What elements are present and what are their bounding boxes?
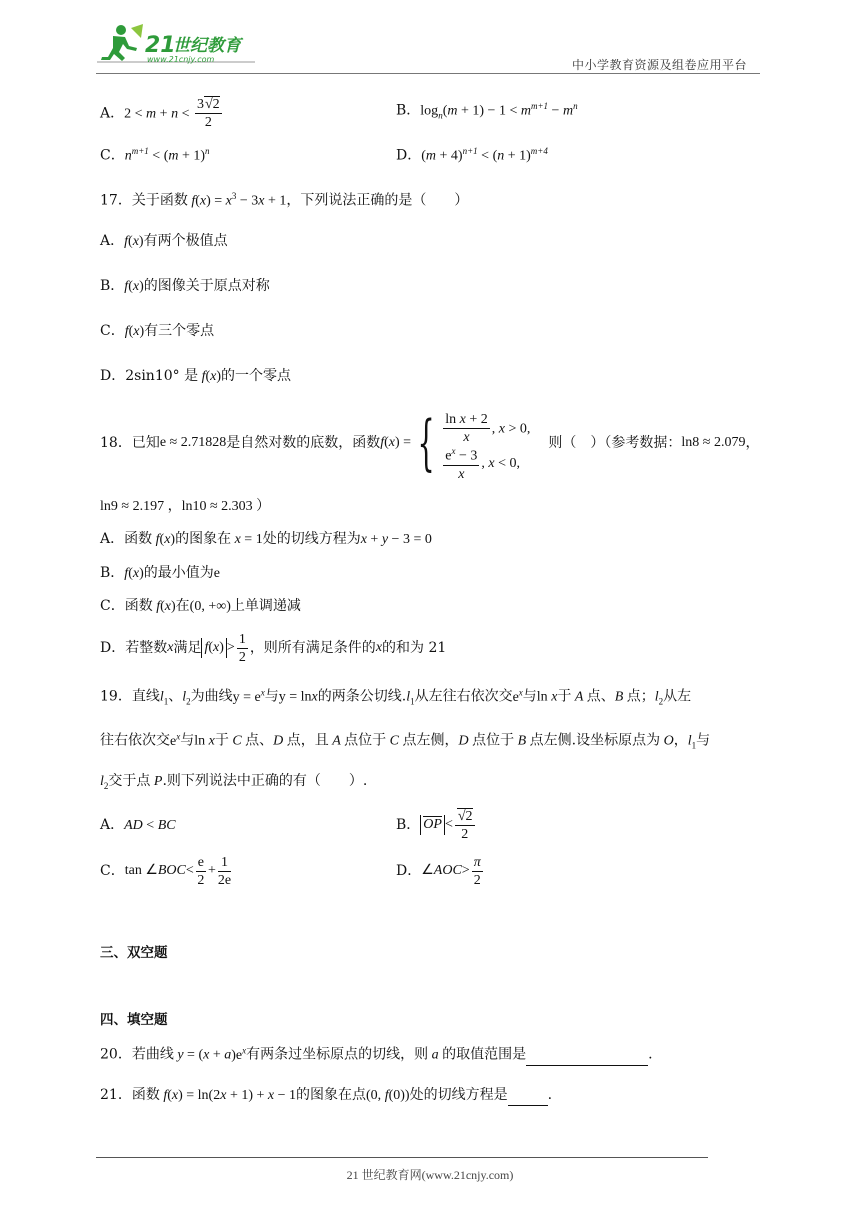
q17-option-a: A．f(x)有两个极值点 [100,233,228,249]
q18-stem: 18． 已知 e ≈ 2.71828 是自然对数的底数，函数 f ( x ) = { $\frac{\text{ln x + 2}}{x}$ , x > 0, $\frac{e^x - 3}{x}$ , x < 0, 则（ ）（参考数据： ln8 ≈ 2.079 ， [100,408,760,482]
footer-divider [96,1157,708,1158]
svg-text:21: 21 [145,33,176,58]
q19-option-a: A．AD < BC [100,817,176,833]
runner-icon [101,24,143,61]
q17-option-c: C．f(x)有三个零点 [100,323,215,339]
q17-option-d: D．2sin10° 是 f(x)的一个零点 [100,368,292,384]
section-heading-fill-blank: 四、填空题 [100,1012,168,1028]
q21-stem: 21．函数 f(x) = ln(2x + 1) + x − 1的图象在点(0, f(0))处的切线方程是 . [100,1085,552,1106]
footer-site-text: 21 世纪教育网(www.21cnjy.com) [346,1168,514,1182]
q20-answer-blank[interactable] [526,1045,648,1066]
q19-stem-line2: 往右依次交$e^x$与ln x于 C 点、D 点，且 A 点位于 C 点左侧，D 点位于 B 点左侧.设坐标原点为 O，$l_1$与 [100,731,711,751]
q17-stem: 17．关于函数 $f(x) = x^3 - 3x + 1$，下列说法正确的是（ ） [100,191,469,209]
q17-option-b: B．f(x)的图像关于原点对称 [100,278,270,294]
q19-option-d: D． ∠ AOC > $\frac{\pi}{2}$ [396,854,481,888]
header-platform-text: 中小学教育资源及组卷应用平台 [572,58,748,72]
q19-stem-line1: 19．直线$l_1$、$l_2$为曲线$y = e^x$与y = lnx的两条公切线$.l_1$从左往右依次交$e^x$与ln x于 A 点、B 点；$l_2$从左 [100,687,692,707]
q18-option-d: D．若整数 x 满足 f(x) > $\frac{1}{2}$ ，则所有满足条件的 x 的和为 21 [100,631,447,665]
q16-option-d: D．$(m + 4)^{n+1} < (n + 1)^{m+4}$ [396,146,548,164]
q16-option-b: B．$\log_n(m + 1) - 1 < m^{m+1} - m^n$ [396,101,578,121]
q18-option-a: A．函数 f(x)的图象在 x = 1处的切线方程为x + y − 3 = 0 [100,531,432,547]
svg-text:www.21cnjy.com: www.21cnjy.com [147,55,215,64]
q19-option-b: B． OP < $\frac{√2}{2}$ [396,808,473,842]
q19-stem-line3: $l_2$交于点 P.则下列说法中正确的有（ ）. [100,773,368,791]
header-divider [96,73,760,74]
q16-option-a: A．2 < m + n < $\frac{3√2}{2}$ [100,97,220,130]
logo [95,22,265,66]
q18-option-b: B．f(x)的最小值为e [100,565,220,581]
q21-answer-blank[interactable] [508,1085,548,1106]
q18-reference-data: ln9 ≈ 2.197 ，ln10 ≈ 2.303 ） [100,499,271,514]
section-heading-double-blank: 三、双空题 [100,945,168,961]
q19-option-c: C． tan ∠ BOC < $\frac{e}{2}$ + $\frac{1}{2e}$ [100,854,232,888]
q18-option-c: C．函数 f(x)在(0, +∞)上单调递减 [100,598,301,614]
logo-text: 世纪教育 [173,36,241,56]
q16-option-c: C．$n^{m+1} < (m + 1)^n$ [100,146,210,164]
q20-stem: 20．若曲线 $y = (x + a)e^x$有两条过坐标原点的切线，则 a 的取值范围是 . [100,1040,653,1066]
